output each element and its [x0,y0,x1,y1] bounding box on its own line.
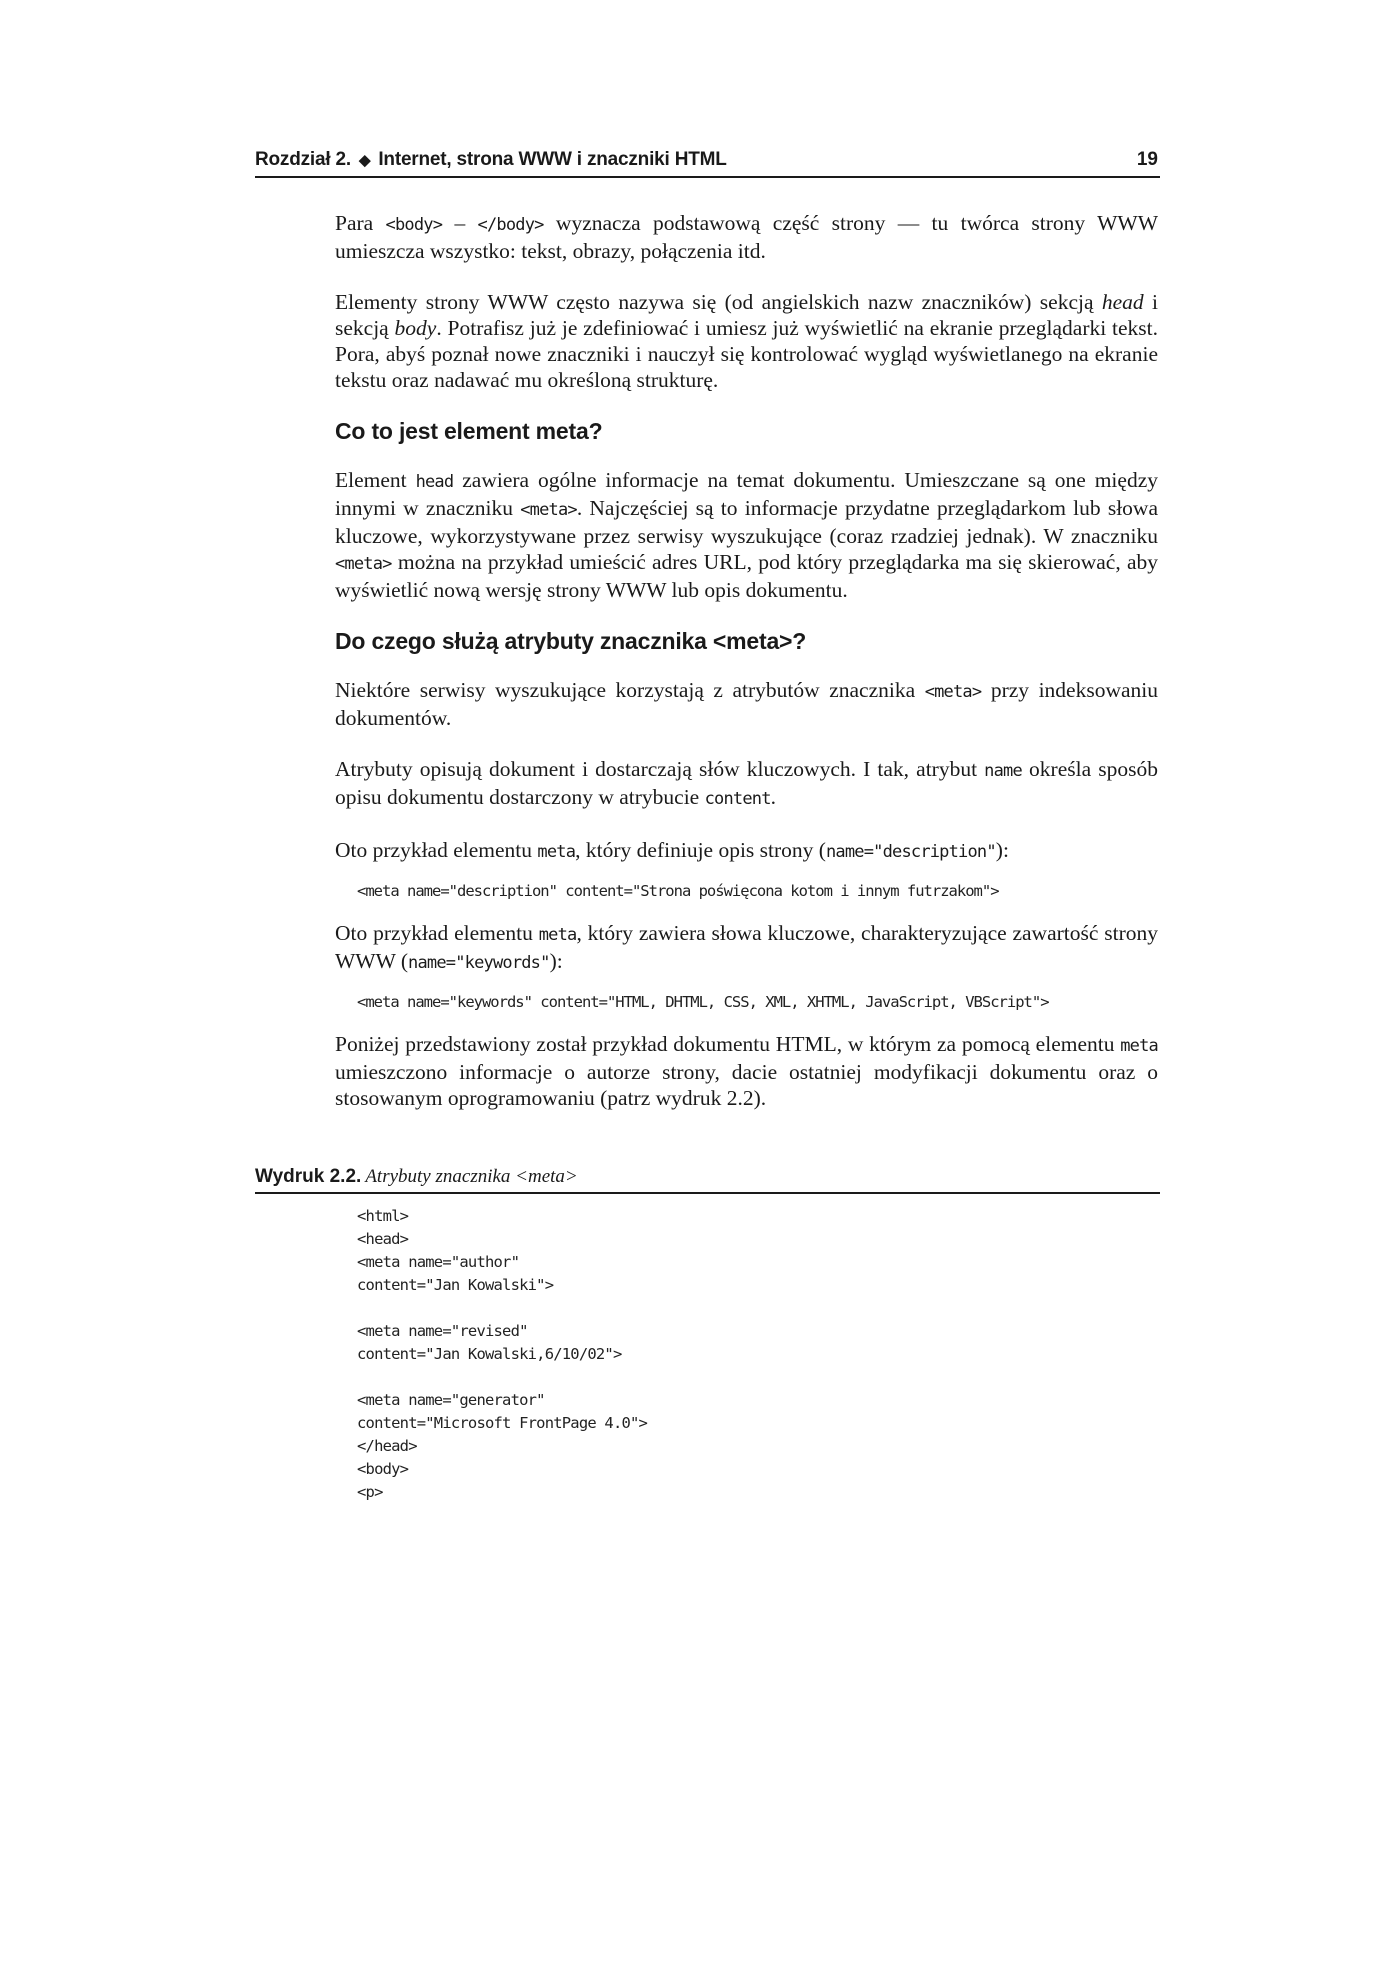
text-run: . Potrafisz już je zdefiniować i umiesz już wyświetlić na ekranie przeglądarki tekst. Pora, abyś poznał nowe znaczniki i nauczył się kontrolować wygląd wyświetlanego na ekranie tekstu oraz nadawać mu określoną strukturę. [335,316,1159,392]
text-run: Oto przykład elementu [335,838,538,862]
paragraph-sections [335,289,1158,393]
paragraph-description-example [335,837,1158,865]
text-run: Niektóre serwisy wyszukujące korzystają z atrybutów znacznika [335,678,925,702]
text-run: przy indeksowaniu dokumentów. [335,678,1158,730]
inline-code: head [415,472,454,492]
header-chapter [255,149,727,171]
inline-code: meta [1120,1036,1158,1056]
inline-code: name="description" [825,842,996,862]
italic-term: body [394,316,437,340]
inline-code: name [984,761,1022,781]
inline-code: </body> [477,215,544,235]
text-run: , który definiuje opis strony ( [575,838,826,862]
paragraph-keywords-example [335,920,1158,976]
code-example-keywords: <meta name="keywords" content="HTML, DHTML, CSS, XML, XHTML, JavaScript, VBScript"> [357,993,1049,1011]
section-heading-attributes: Do czego służą atrybuty znacznika <meta>? [335,628,807,654]
text-run: Atrybuty opisują dokument i dostarczają słów kluczowych. I tak, atrybut [335,757,985,781]
text-run: . Najczęściej są to informacje przydatne przeglądarkom lub słowa kluczowe, wykorzystywane przez serwisy wyszukujące (coraz rzadziej jednak). W znaczniku [335,496,1159,548]
listing-line: <meta name="revised" [357,1322,528,1340]
text-run: – [442,211,478,235]
paragraph-attributes [335,756,1158,812]
listing-line: content="Jan Kowalski"> [357,1276,554,1294]
section-heading-meta: Co to jest element meta? [335,418,603,444]
text-run: ): [549,949,563,973]
inline-code: <meta> [335,554,392,574]
text-run: zawiera ogólne informacje na temat dokumentu. Umieszczane są one między innymi w znaczniku [335,468,1158,520]
text-run: Poniżej przedstawiony został przykład dokumentu HTML, w którym za pomocą elementu [335,1032,1121,1056]
listing-line: <p> [357,1483,383,1501]
text-run: określa sposób opisu dokumentu dostarczony w atrybucie [335,757,1158,809]
text-run: można na przykład umieścić adres URL, pod który przeglądarka ma się skierować, aby wyświetlić nową wersję strony WWW lub opis dokumentu. [335,550,1158,602]
main-content [335,210,1158,1136]
text-run: Para [335,211,386,235]
paragraph-head-element [335,467,1158,603]
listing-line: <meta name="generator" [357,1391,545,1409]
listing-line: <body> [357,1460,409,1478]
listing-line: content="Microsoft FrontPage 4.0"> [357,1414,648,1432]
inline-code: <meta> [520,500,577,520]
italic-term: head [1101,290,1144,314]
text-run: , który zawiera słowa kluczowe, charakteryzujące zawartość strony WWW ( [335,921,1158,973]
inline-code: content [704,789,771,809]
listing-line: <html> [357,1207,409,1225]
text-run: . [770,785,777,809]
chapter-number: Rozdział 2. [255,149,351,170]
running-header [255,146,1160,178]
listing-line: <meta name="author" [357,1253,520,1271]
code-example-description: <meta name="description" content="Strona poświęcona kotom i innym futrzakom"> [357,882,999,900]
inline-code: <body> [385,215,443,235]
text-run: Elementy strony WWW często nazywa się (od angielskich nazw znaczników) sekcją [335,290,1102,314]
paragraph-body-tag [335,210,1158,264]
listing-line [357,1297,647,1320]
listing-label: Wydruk 2.2. [255,1166,362,1187]
text-run: Oto przykład elementu [335,921,539,945]
text-run: wyznacza podstawową część strony — tu twórca strony WWW umieszcza wszystko: tekst, obrazy, połączenia itd. [335,211,1159,263]
text-run: i sekcją [335,290,1158,340]
inline-code: meta [538,925,577,945]
inline-code: name="keywords" [408,953,550,973]
paragraph-listing-intro [335,1031,1158,1111]
text-run: Element [335,468,416,492]
listing-title: Atrybuty znacznika <meta> [365,1166,578,1187]
inline-code: <meta> [924,682,982,702]
chapter-title: Internet, strona WWW i znaczniki HTML [378,149,727,170]
listing-line: </head> [357,1437,417,1455]
text-run: ): [995,838,1009,862]
listing-line: <head> [357,1230,409,1248]
paragraph-indexing [335,677,1158,731]
inline-code: meta [537,842,576,862]
listing-line: content="Jan Kowalski,6/10/02"> [357,1345,622,1363]
listing-line [357,1366,647,1389]
listing-caption [255,1166,1160,1194]
page-number: 19 [1136,149,1158,170]
code-listing [357,1205,647,1504]
diamond-icon: ◆ [358,152,371,169]
text-run: umieszczono informacje o autorze strony, dacie ostatniej modyfikacji dokumentu oraz o stosowanym oprogramowaniu (patrz wydruk 2.2). [335,1060,1158,1110]
